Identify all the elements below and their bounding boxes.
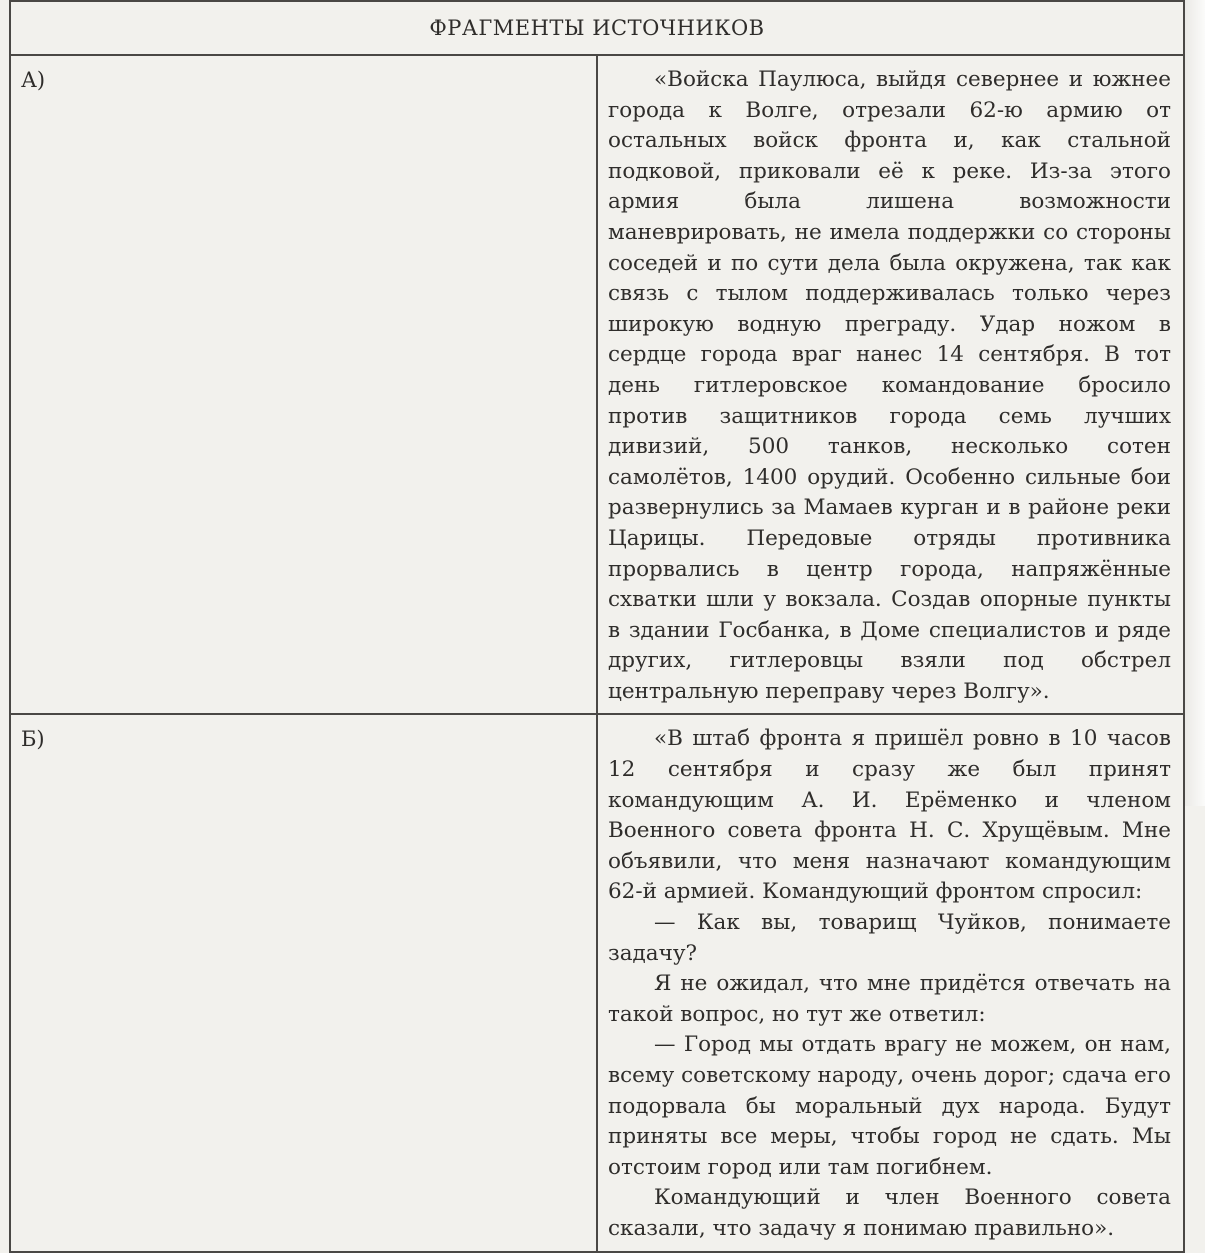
header-row <box>10 1 1184 55</box>
paragraph: Командующий и член Военного совета сказали, что задачу я понимаю правильно». <box>608 1185 1171 1241</box>
table-title: ФРАГМЕНТЫ ИСТОЧНИКОВ <box>10 1 1184 55</box>
source-row-a <box>10 55 1184 714</box>
paragraph: — Как вы, товарищ Чуйков, понимаете задачу? <box>608 910 1171 966</box>
paragraph: «В штаб фронта я пришёл ровно в 10 часов 12 сентября и сразу же был принят командующим А. И. Ерёменко и членом Военного совета фронта Н. С. Хрущёвым. Мне объявили, что меня назначают командующим 62-й армией. Командующий фронтом спросил: <box>608 726 1171 905</box>
source-row-b <box>10 714 1184 1251</box>
sources-table <box>9 0 1185 1253</box>
paragraph: — Город мы отдать врагу не можем, он нам, всему советскому народу, очень дорог; сдача его подорвала бы моральный дух народа. Будут приняты все меры, чтобы город не сдать. Мы отстоим город или там погибнем. <box>608 1032 1171 1180</box>
page-edge-shadow <box>1183 0 1205 806</box>
source-text-a <box>597 55 1184 714</box>
row-label-a: А) <box>10 55 597 714</box>
source-text-b <box>597 714 1184 1251</box>
paragraph: «Войска Паулюса, выйдя севернее и южнее города к Волге, отрезали 62-ю армию от остальных войск фронта и, как стальной подковой, приковали её к реке. Из-за этого армия была лишена возможности маневрировать, не имела поддержки со стороны соседей и по сути дела была окружена, так как связь с тылом поддерживалась только через широкую водную преграду. Удар ножом в сердце города враг нанес 14 сентября. В тот день гитлеровское командование бросило против защитников города семь лучших дивизий, 500 танков, несколько сотен самолётов, 1400 орудий. Особенно сильные бои развернулись за Мамаев курган и в районе реки Царицы. Передовые отряды противника прорвались в центр города, напряжённые схватки шли у вокзала. Создав опорные пункты в здании Госбанка, в Доме специалистов и ряде других, гитлеровцы взяли под обстрел центральную переправу через Волгу». <box>608 67 1171 704</box>
paragraph: Я не ожидал, что мне придётся отвечать на такой вопрос, но тут же ответил: <box>608 971 1171 1027</box>
row-label-b: Б) <box>10 714 597 1251</box>
